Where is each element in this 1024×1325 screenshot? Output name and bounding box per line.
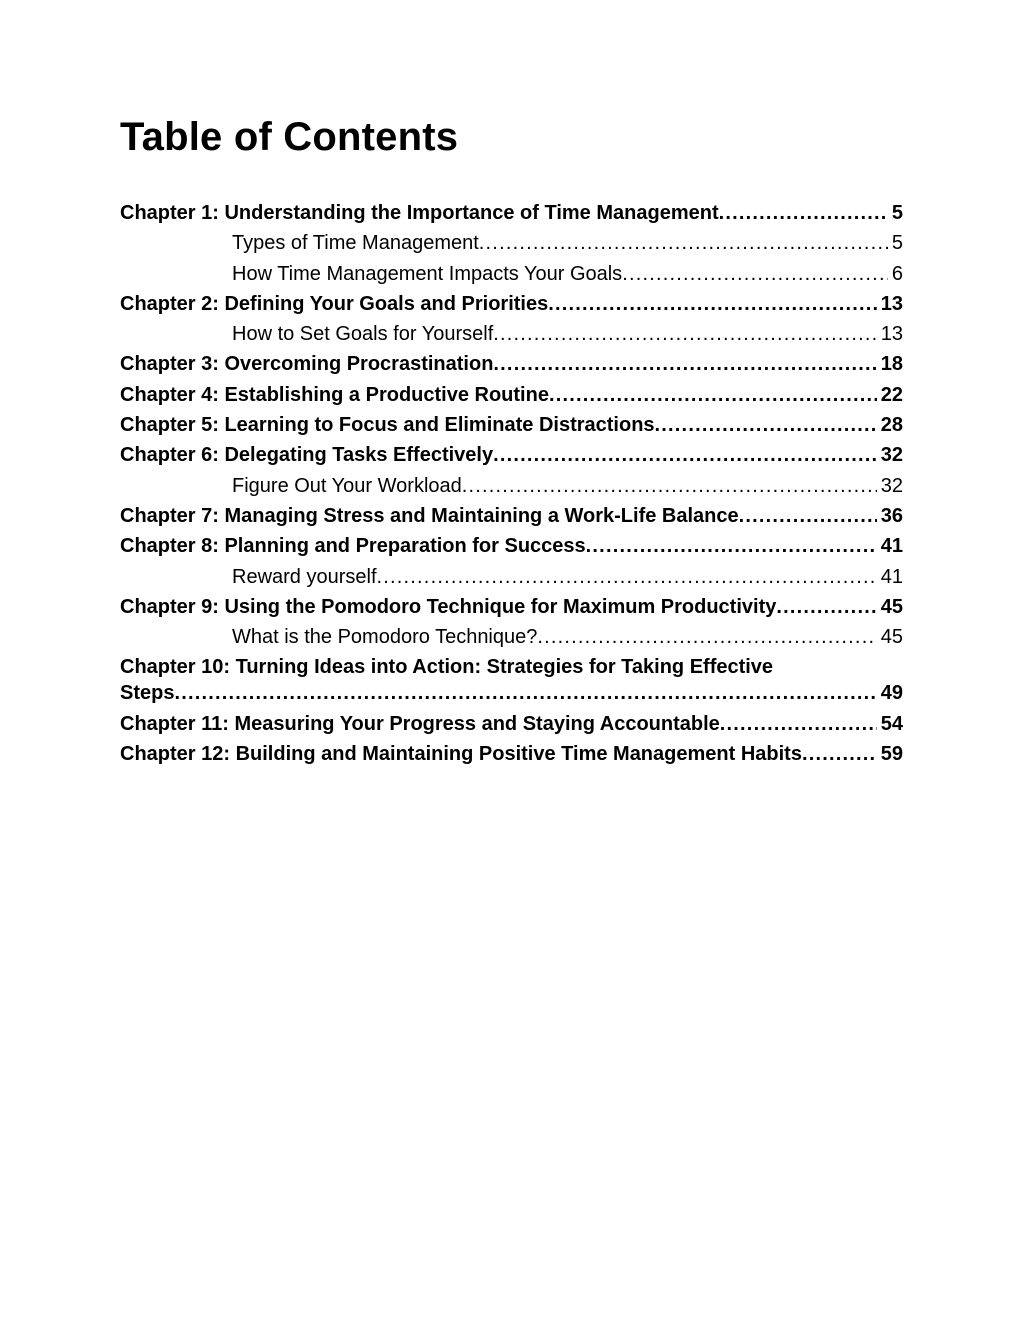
toc-entry-label: Chapter 7: Managing Stress and Maintaining a Work-Life Balance bbox=[120, 504, 739, 527]
toc-entry[interactable] bbox=[120, 382, 903, 408]
toc-page-number: 28 bbox=[880, 414, 903, 437]
toc-entry[interactable] bbox=[120, 473, 903, 499]
toc-leader-dots bbox=[493, 321, 877, 347]
toc-entry-label: Types of Time Management bbox=[232, 232, 479, 255]
toc-page-number: 13 bbox=[880, 292, 903, 315]
toc-leader-dots bbox=[537, 624, 876, 650]
toc-entry[interactable] bbox=[120, 564, 903, 590]
toc-entry[interactable] bbox=[120, 594, 903, 620]
toc-page-number: 45 bbox=[880, 595, 903, 618]
toc-entry-label: Chapter 3: Overcoming Procrastination bbox=[120, 353, 494, 376]
toc-entry[interactable] bbox=[120, 741, 903, 767]
toc-page-number: 5 bbox=[891, 232, 903, 255]
toc-entry[interactable] bbox=[120, 412, 903, 438]
toc-entry-label: Chapter 2: Defining Your Goals and Priorities bbox=[120, 292, 549, 315]
toc-page-number: 41 bbox=[880, 535, 903, 558]
toc-entry[interactable] bbox=[120, 261, 903, 287]
toc-entry[interactable] bbox=[120, 654, 903, 706]
toc-page-number: 5 bbox=[891, 202, 903, 224]
toc-page-number: 59 bbox=[880, 743, 903, 766]
toc-page-number: 18 bbox=[880, 353, 903, 376]
toc-leader-dots bbox=[462, 473, 877, 499]
toc-entry-label: Chapter 6: Delegating Tasks Effectively bbox=[120, 444, 494, 467]
toc-entry[interactable] bbox=[120, 200, 903, 226]
toc-leader-dots bbox=[493, 442, 877, 468]
toc-page-number: 54 bbox=[880, 712, 903, 735]
toc-entry[interactable] bbox=[120, 503, 903, 529]
toc-entry[interactable] bbox=[120, 351, 903, 377]
toc-leader-dots bbox=[776, 594, 876, 620]
toc-leader-dots bbox=[549, 382, 877, 408]
toc-entry[interactable] bbox=[120, 533, 903, 559]
toc-entry[interactable] bbox=[120, 442, 903, 468]
toc-leader-dots bbox=[493, 351, 876, 377]
toc-entry-label-line1: Chapter 10: Turning Ideas into Action: Strategies for Taking Effective bbox=[120, 656, 774, 679]
toc-entry-label: Chapter 8: Planning and Preparation for Success bbox=[120, 535, 586, 558]
toc-leader-dots bbox=[720, 711, 877, 737]
toc-entry-label: Chapter 4: Establishing a Productive Routine bbox=[120, 383, 549, 406]
table-of-contents bbox=[120, 200, 903, 767]
toc-page-number: 45 bbox=[880, 626, 903, 649]
toc-page-number: 32 bbox=[880, 444, 903, 467]
toc-leader-dots bbox=[802, 741, 877, 767]
toc-page-number: 13 bbox=[880, 323, 903, 346]
toc-leader-dots bbox=[479, 230, 888, 256]
toc-entry-label: How Time Management Impacts Your Goals bbox=[232, 262, 623, 285]
toc-page-number: 41 bbox=[880, 565, 903, 588]
toc-entry-label: Chapter 5: Learning to Focus and Eliminate Distractions bbox=[120, 414, 655, 437]
toc-entry[interactable] bbox=[120, 230, 903, 256]
toc-leader-dots bbox=[739, 503, 877, 529]
toc-page-number: 32 bbox=[880, 474, 903, 497]
toc-entry-label: Reward yourself bbox=[232, 565, 377, 588]
toc-entry[interactable] bbox=[120, 291, 903, 317]
toc-entry-label: Chapter 12: Building and Maintaining Positive Time Management Habits bbox=[120, 743, 802, 766]
toc-entry-label: Figure Out Your Workload bbox=[232, 474, 462, 497]
toc-leader-dots bbox=[719, 200, 888, 226]
toc-entry-label: Chapter 9: Using the Pomodoro Technique for Maximum Productivity bbox=[120, 595, 777, 618]
page-title: Table of Contents bbox=[120, 115, 459, 159]
toc-entry-label-line2: Steps bbox=[120, 682, 175, 705]
toc-entry[interactable] bbox=[120, 321, 903, 347]
toc-leader-dots bbox=[622, 261, 888, 287]
toc-entry-label: What is the Pomodoro Technique? bbox=[232, 626, 538, 649]
toc-entry[interactable] bbox=[120, 624, 903, 650]
toc-page-number: 49 bbox=[880, 682, 903, 705]
toc-leader-dots bbox=[174, 680, 876, 706]
toc-entry-label: Chapter 1: Understanding the Importance of Time Management bbox=[120, 202, 719, 224]
toc-page-number: 22 bbox=[880, 383, 903, 406]
toc-leader-dots bbox=[377, 564, 877, 590]
toc-page-number: 6 bbox=[891, 262, 903, 285]
toc-leader-dots bbox=[655, 412, 877, 438]
toc-page-number: 36 bbox=[880, 504, 903, 527]
toc-entry[interactable] bbox=[120, 711, 903, 737]
toc-entry-label: How to Set Goals for Yourself bbox=[232, 323, 494, 346]
toc-leader-dots bbox=[586, 533, 877, 559]
toc-entry-label: Chapter 11: Measuring Your Progress and Staying Accountable bbox=[120, 712, 720, 735]
toc-leader-dots bbox=[548, 291, 877, 317]
